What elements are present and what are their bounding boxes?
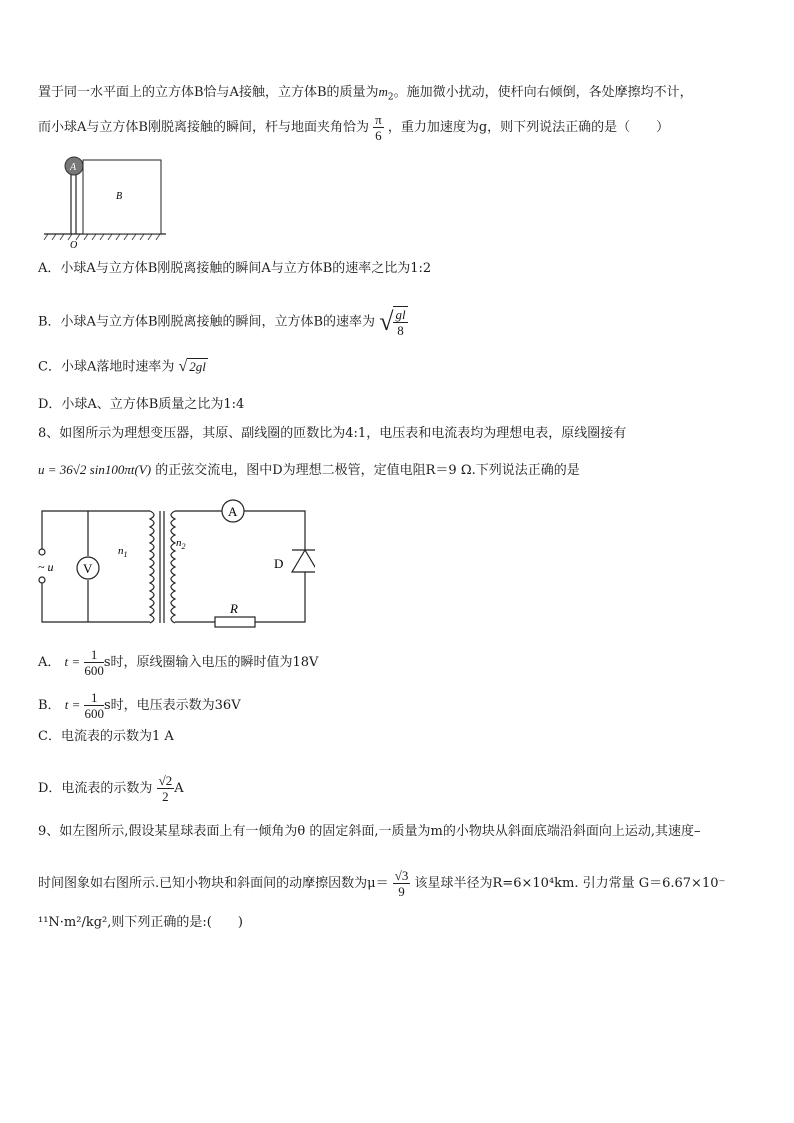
q7-option-D: D．小球A、立方体B质量之比为1:4 [38,397,245,412]
q8-stem-line2: u = 36√2 sin100πt(V) 的正弦交流电，图中D为理想二极管，定值电阻R＝9 Ω.下列说法正确的是 [38,462,580,478]
pivot-label: O [70,240,78,251]
block-label: B [116,191,123,202]
q8-option-C: C．电流表的示数为1 A [38,729,174,744]
q7-stem-line2: 而小球A与立方体B刚脱离接触的瞬间，杆与地面夹角恰为 $\frac{\pi}{6}$ ，重力加速度为g，则下列说法正确的是（ ） [38,112,670,143]
q7-option-B: B．小球A与立方体B刚脱离接触的瞬间，立方体B的速率为 √ $\frac{gl}{8}$ [38,307,406,338]
resistor-label: R [230,601,238,616]
q9-line2: 时间图象如右图所示.已知小物块和斜面间的动摩擦因数为μ＝ $\frac{√3}{9}$ 该星球半径为R=6×10⁴km. 引力常量 G＝6.67×10⁻ [38,868,726,899]
voltmeter-label: V [83,561,93,576]
q8-option-A: A． t = $\frac{1}{600}$ s时，原线圈输入电压的瞬时值为18V [38,647,319,678]
q7-option-C: C．小球A落地时速率为 √ 2gl [38,358,206,375]
diode-label: D [274,556,284,571]
q9-line1: 9、如左图所示,假设某星球表面上有一倾角为θ 的固定斜面,一质量为m的小物块从斜面底端沿斜面向上运动,其速度– [38,824,701,839]
q7-figure [40,152,170,252]
sqrt-gl-over-8: √ $\frac{gl}{8}$ [379,307,406,338]
q8-option-B: B． t = $\frac{1}{600}$ s时，电压表示数为36V [38,690,241,721]
q7-option-A: A．小球A与立方体B刚脱离接触的瞬间A与立方体B的速率之比为1:2 [38,261,432,276]
n1-label: $n_1$ [118,545,128,559]
ammeter-label: A [228,504,238,519]
source-label: ~ u [38,560,54,574]
angle-fraction: $\frac{\pi}{6}$ [375,112,382,143]
q7-stem-line1: 置于同一水平面上的立方体B恰与A接触，立方体B的质量为$m_2$。施加微小扰动，使杆向右倾倒，各处摩擦均不计， [38,84,693,103]
n2-label: $n_2$ [176,537,186,551]
q9-line3: ¹¹N·m²/kg²,则下列正确的是:( ) [38,915,243,930]
q8-circuit [30,496,315,636]
q8-stem-line1: 8、如图所示为理想变压器，其原、副线圈的匝数比为4:1，电压表和电流表均为理想电表，原线圈接有 [38,426,627,441]
q8-option-D: D．电流表的示数为 $\frac{√2}{2}$ A [38,773,184,804]
ball-label: A [70,162,77,173]
